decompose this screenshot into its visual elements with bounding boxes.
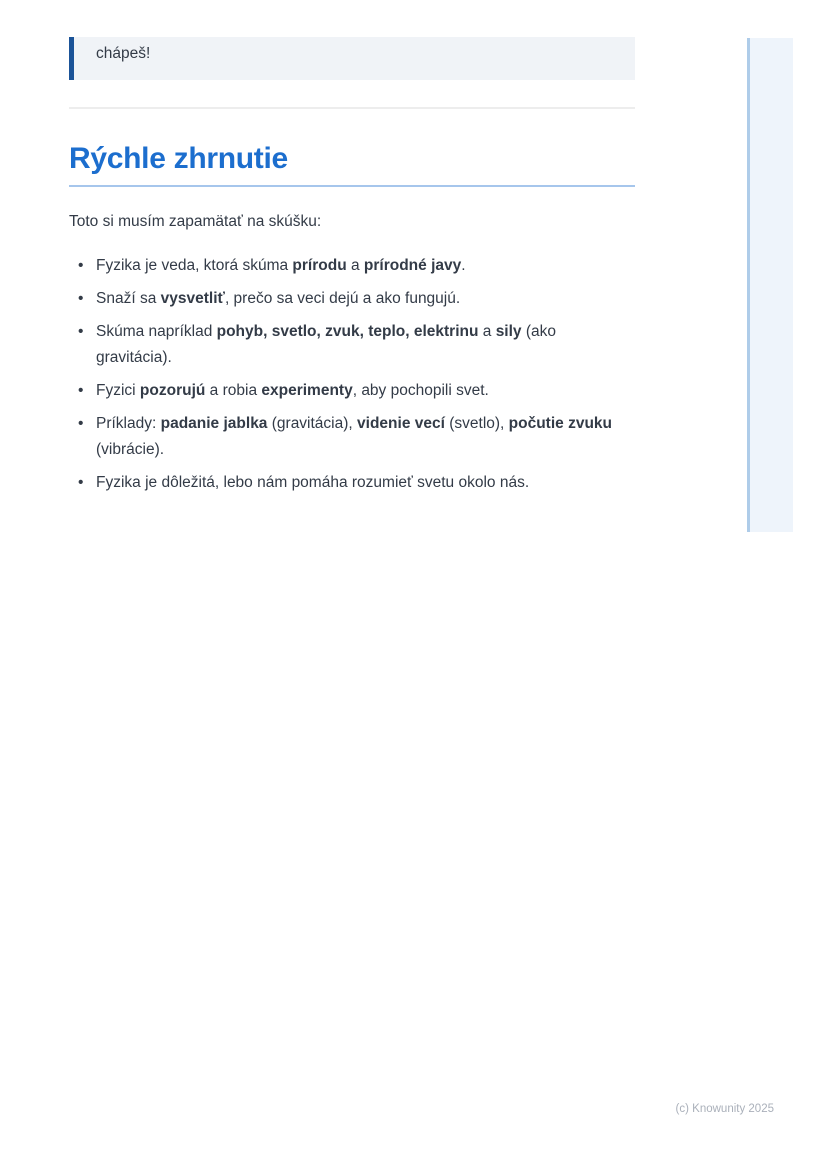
regular-text: Fyzika je veda, ktorá skúma (96, 257, 293, 274)
bold-text: pozorujú (139, 382, 206, 399)
regular-text: Príklady: (96, 415, 161, 432)
page-margin-highlight-strip (747, 38, 793, 532)
regular-text: a (478, 323, 496, 340)
list-item (69, 253, 635, 279)
document-content (69, 0, 635, 503)
regular-text: . (461, 257, 466, 274)
regular-text: (svetlo), (444, 415, 509, 432)
bold-text: prírodu (292, 257, 347, 274)
bold-text: sily (495, 323, 522, 340)
summary-list (69, 253, 635, 496)
bold-text: vysvetliť (160, 290, 225, 307)
bold-text: prírodné javy (363, 257, 462, 274)
regular-text: a robia (205, 382, 262, 399)
bold-text: padanie jablka (160, 415, 268, 432)
bold-text: pohyb, svetlo, zvuk, teplo, elektrinu (216, 323, 479, 340)
regular-text: , prečo sa veci dejú a ako fungujú. (224, 290, 461, 307)
copyright-text: (c) Knowunity 2025 (675, 1103, 774, 1115)
section-divider (69, 107, 635, 109)
regular-text: (ako gravitácia). (96, 323, 557, 366)
list-item (69, 319, 635, 371)
section-heading: Rýchle zhrnutie (69, 142, 288, 175)
list-item (69, 411, 635, 463)
regular-text: Skúma napríklad (96, 323, 217, 340)
regular-text: Fyzici (96, 382, 140, 399)
bold-text: experimenty (261, 382, 353, 399)
regular-text: a (346, 257, 364, 274)
regular-text: , aby pochopili svet. (352, 382, 489, 399)
list-item (69, 286, 635, 312)
callout-quote (69, 37, 635, 80)
regular-text: (vibrácie). (96, 441, 165, 458)
list-item (69, 470, 635, 496)
quote-text: chápeš! (96, 45, 151, 62)
regular-text: Fyzika je dôležitá, lebo nám pomáha rozumieť svetu okolo nás. (96, 474, 530, 491)
intro-paragraph: Toto si musím zapamätať na skúšku: (69, 213, 322, 230)
regular-text: (gravitácia), (267, 415, 358, 432)
regular-text: Snaží sa (96, 290, 161, 307)
bold-text: videnie vecí (357, 415, 445, 432)
bold-text: počutie zvuku (508, 415, 613, 432)
section-heading-wrap (69, 142, 635, 187)
list-item (69, 378, 635, 404)
